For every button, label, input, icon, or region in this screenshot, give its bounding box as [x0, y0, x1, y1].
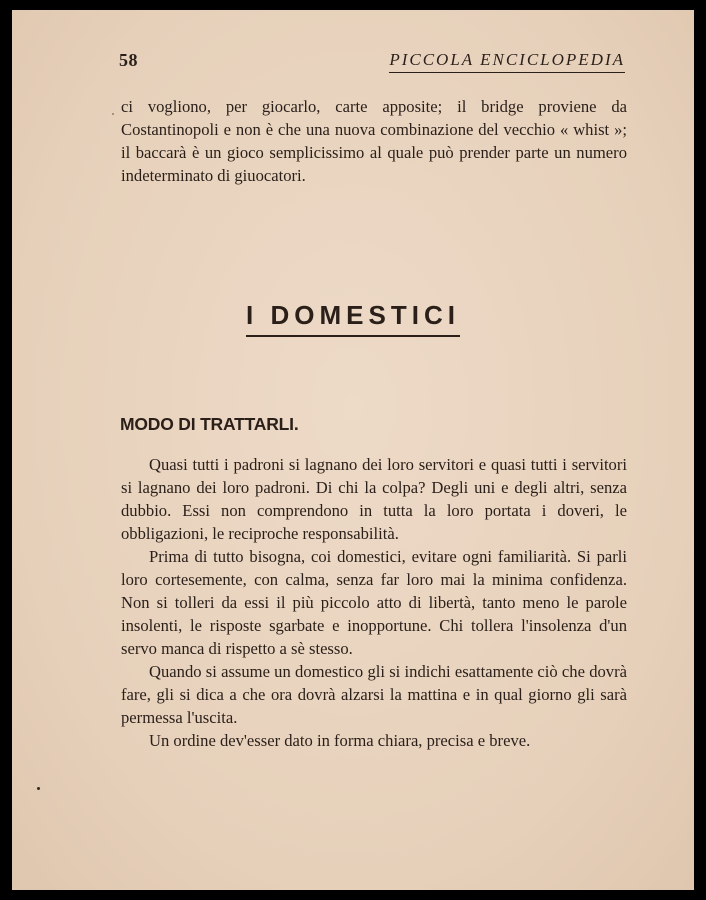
- chapter-title: I DOMESTICI: [246, 300, 460, 337]
- chapter-title-wrapper: [12, 300, 694, 337]
- page-number: 58: [119, 50, 138, 70]
- paragraph: Quasi tutti i padroni si lagnano dei loro servitori e quasi tutti i servitori si lagnano dei loro padroni. Di chi la colpa? Degli uni e degli altri, senza dubbio. Essi non comprendono in tutta la loro portata i doveri, le obbligazioni, le reciproche responsabilità.: [121, 455, 627, 543]
- book-page: [12, 10, 694, 890]
- running-head: PICCOLA ENCICLOPEDIA: [389, 50, 625, 73]
- ink-speck: [112, 113, 114, 115]
- section-heading: MODO DI TRATTARLI.: [120, 414, 299, 434]
- ink-speck: [37, 787, 40, 790]
- intro-paragraph: ci vogliono, per giocarlo, carte apposite; il bridge proviene da Costantinopoli e non è che una nuova combinazione del vecchio « whist »; il baccarà è un gioco semplicissimo al quale può prender parte un numero indeterminato di giuocatori.: [121, 97, 627, 185]
- paragraph: Quando si assume un domestico gli si indichi esattamente ciò che dovrà fare, gli si dica a che ora dovrà alzarsi la mattina e in qual giorno gli sarà permessa l'uscita.: [121, 662, 627, 727]
- page-header: [119, 50, 625, 76]
- paragraph: Un ordine dev'esser dato in forma chiara, precisa e breve.: [149, 731, 531, 750]
- paragraph: Prima di tutto bisogna, coi domestici, evitare ogni familiarità. Si parli loro cortesemente, con calma, senza far loro mai la minima confidenza. Non si tolleri da essi il più piccolo atto di libertà, tanto meno le parole insolenti, le risposte sgarbate e inopportune. Chi tollera l'insolenza d'un servo manca di rispetto a sè stesso.: [121, 547, 627, 658]
- section-body: [121, 453, 627, 752]
